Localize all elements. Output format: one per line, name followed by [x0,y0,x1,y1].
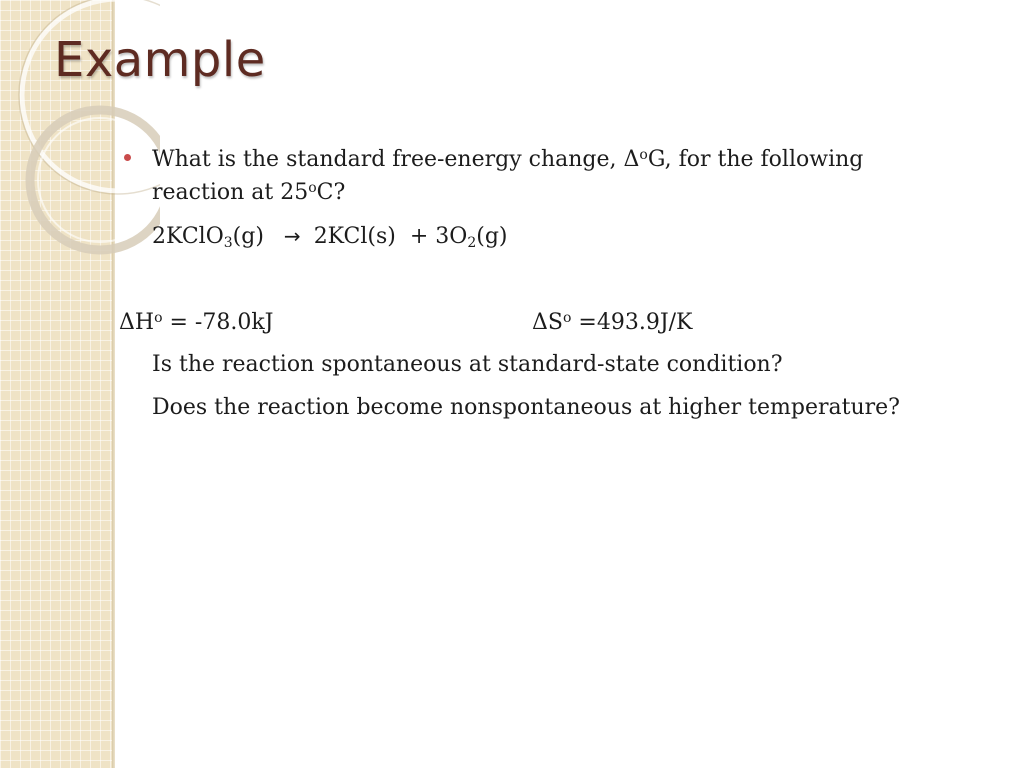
question-text-part2: G, for the following [647,147,864,172]
reactant-state: (g) [232,224,264,249]
degree-superscript: o [308,180,317,196]
reactant-subscript: 3 [223,235,233,251]
degree-superscript: o [154,310,163,326]
question-line2-part2: C? [316,180,346,205]
enthalpy-value [119,306,274,339]
question-higher-temp: Does the reaction become nonspontaneous at higher temperature? [152,395,900,420]
product-1: 2KCl(s) [313,224,396,249]
entropy-label: ΔS [532,310,563,335]
question-line-1 [152,143,863,176]
reaction-equation [152,220,508,253]
question-text-part1: What is the standard free-energy change, Δ [152,147,640,172]
enthalpy-number: = -78.0kJ [162,310,274,335]
product-2-subscript: 2 [467,235,477,251]
reactant: 2KClO [152,224,224,249]
entropy-number: =493.9J/K [571,310,693,335]
slide-title: Example [54,32,266,88]
question-line-2 [152,176,345,209]
entropy-value [532,306,692,339]
bullet-icon [124,154,131,161]
question-line2-part1: reaction at 25 [152,180,309,205]
degree-superscript: o [639,147,648,163]
enthalpy-label: ΔH [119,310,155,335]
arrow-icon: → [283,224,301,248]
product-2: + 3O [409,224,468,249]
degree-superscript: o [562,310,572,326]
product-2-state: (g) [476,224,508,249]
question-spontaneous: Is the reaction spontaneous at standard-state condition? [152,352,783,377]
